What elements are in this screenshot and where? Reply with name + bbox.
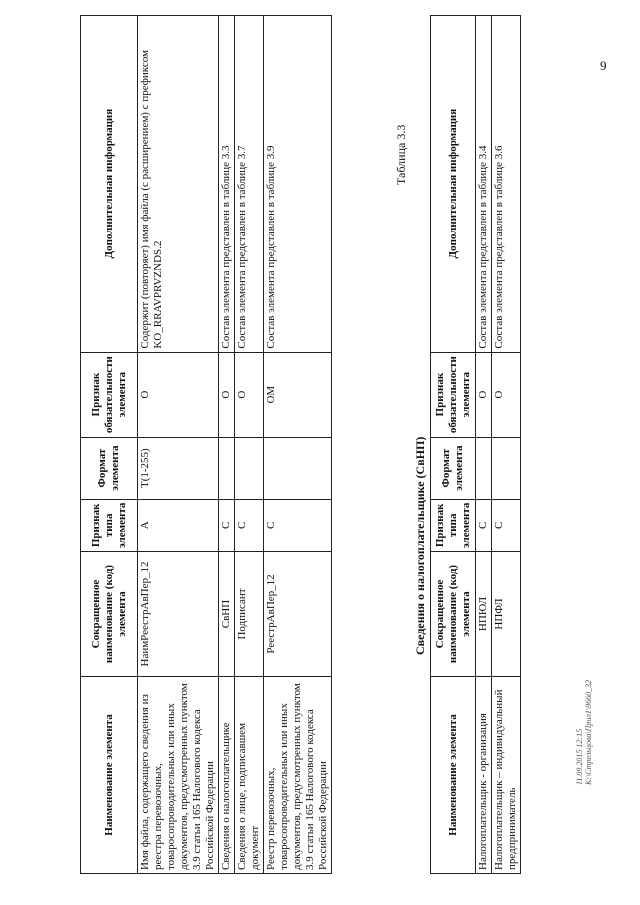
cell-required: О (219, 352, 235, 437)
cell-type: С (476, 499, 492, 551)
table-row (235, 15, 264, 873)
page-number: 9 (600, 58, 607, 73)
table-row (476, 15, 492, 873)
cell-required: О (138, 352, 219, 437)
cell-required: ОМ (264, 352, 332, 437)
header-format: Формат элемента (81, 437, 138, 499)
cell-required: О (235, 352, 264, 437)
table-row (492, 15, 521, 873)
cell-code: СвНП (219, 552, 235, 677)
table-label: Таблица 3.3 (394, 124, 408, 185)
table-row (264, 15, 332, 873)
cell-type: С (219, 499, 235, 551)
table-row (138, 15, 219, 873)
cell-info: Состав элемента представлен в таблице 3.4 (476, 15, 492, 352)
cell-name: Сведения о налогоплательщике (219, 677, 235, 874)
cell-code: НПЮЛ (476, 552, 492, 677)
cell-info: Состав элемента представлен в таблице 3.9 (264, 15, 332, 352)
cell-name: Сведения о лице, подписавшем документ (235, 677, 264, 874)
cell-required: О (492, 352, 521, 437)
cell-info: Состав элемента представлен в таблице 3.6 (492, 15, 521, 352)
file-stamp (575, 680, 593, 785)
header-format: Формат элемента (431, 437, 476, 499)
cell-format (219, 437, 235, 499)
cell-info: Состав элемента представлен в таблице 3.7 (235, 15, 264, 352)
cell-name: Налогоплательщик - организация (476, 677, 492, 874)
header-code: Сокращенное наименование (код) элемента (431, 552, 476, 677)
cell-code: Подписант (235, 552, 264, 677)
cell-type: А (138, 499, 219, 551)
cell-code: РеестрАвПер_12 (264, 552, 332, 677)
table-caption: Сведения о налогоплательщике (СвНП) (413, 436, 427, 655)
header-info: Дополнительная информация (431, 15, 476, 352)
cell-format (492, 437, 521, 499)
header-name: Наименование элемента (81, 677, 138, 874)
stamp-path: К:\Стрельцова\Прил1\9660_32 (584, 679, 593, 785)
cell-format (264, 437, 332, 499)
cell-format (476, 437, 492, 499)
cell-format (235, 437, 264, 499)
cell-info: Содержит (повторяет) имя файла (с расширением) с префиксом KO_RRAVPRVZNDS.2 (138, 15, 219, 352)
table-taxpayer (430, 15, 521, 874)
header-info: Дополнительная информация (81, 15, 138, 352)
header-required: Признак обязательности элемента (81, 352, 138, 437)
header-type: Признак типа элемента (431, 499, 476, 551)
cell-name: Имя файла, содержащего сведения из реестра перевозочных, товаросопроводительных или иных документов, предусмотренных пунктом 3.9 статьи 165 Налогового кодекса Российской Федерации (138, 677, 219, 874)
cell-type: С (235, 499, 264, 551)
header-code: Сокращенное наименование (код) элемента (81, 552, 138, 677)
cell-type: С (492, 499, 521, 551)
cell-code: НаимРеестрАвПер_12 (138, 552, 219, 677)
table-row (219, 15, 235, 873)
cell-name: Налогоплательщик – индивидуальный предприниматель (492, 677, 521, 874)
cell-required: О (476, 352, 492, 437)
header-name: Наименование элемента (431, 677, 476, 874)
cell-code: НПФЛ (492, 552, 521, 677)
cell-format: T(1-255) (138, 437, 219, 499)
stamp-date: 11.09.2015 12:15 (575, 728, 584, 785)
cell-type: С (264, 499, 332, 551)
cell-info: Состав элемента представлен в таблице 3.3 (219, 15, 235, 352)
cell-name: Реестр перевозочных, товаросопроводительных или иных документов, предусмотренных пунктом 3.9 статьи 165 Налогового кодекса Российской Федерации (264, 677, 332, 874)
header-required: Признак обязательности элемента (431, 352, 476, 437)
table-elements-main (80, 15, 332, 874)
header-type: Признак типа элемента (81, 499, 138, 551)
